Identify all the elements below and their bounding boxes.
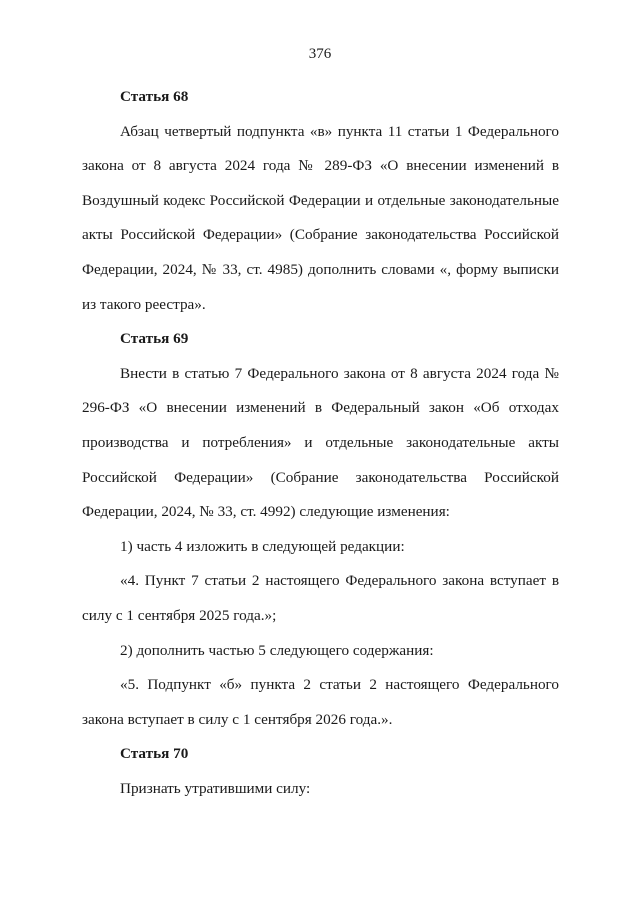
article-68-heading: Статья 68 (120, 88, 189, 105)
document-body (82, 80, 559, 806)
page-number: 376 (308, 46, 332, 62)
article-69-item-1-text: «4. Пункт 7 статьи 2 настоящего Федерального закона вступает в силу с 1 сентября 2025 года.»; (82, 572, 559, 624)
article-68-paragraph: Абзац четвертый подпункта «в» пункта 11 статьи 1 Федерального закона от 8 августа 2024 года № 289-ФЗ «О внесении изменений в Воздушный кодекс Российской Федерации и отдельные законодательные акты Российской Федерации» (Собрание законодательства Российской Федерации, 2024, № 33, ст. 4985) дополнить словами «, форму выписки из такого реестра». (82, 122, 559, 313)
article-69-heading: Статья 69 (120, 330, 189, 348)
article-69-item-2-text: «5. Подпункт «б» пункта 2 статьи 2 настоящего Федерального закона вступает в силу с 1 сентября 2026 года.». (82, 676, 559, 728)
article-69-item-1: 1) часть 4 изложить в следующей редакции: (120, 537, 405, 555)
article-70-heading: Статья 70 (120, 745, 189, 763)
article-69-intro-paragraph: Внести в статью 7 Федерального закона от 8 августа 2024 года № 296-ФЗ «О внесении изменений в Федеральный закон «Об отходах производства и потребления» и отдельные законодательные акты Российской Федерации» (Собрание законодательства Российской Федерации, 2024, № 33, ст. 4992) следующие изменения: (82, 364, 559, 521)
article-69-item-2: 2) дополнить частью 5 следующего содержания: (120, 641, 434, 659)
article-70-paragraph: Признать утратившими силу: (120, 779, 311, 797)
